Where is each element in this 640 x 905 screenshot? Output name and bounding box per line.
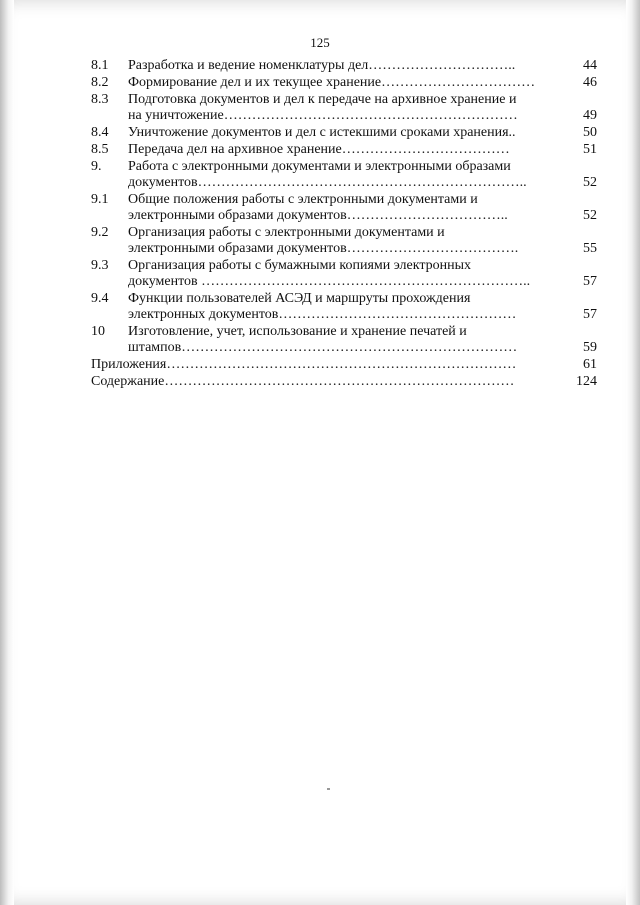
toc-entry-appendices — [91, 357, 597, 373]
toc-entry-9-1 — [91, 192, 597, 224]
toc-entry-9 — [91, 159, 597, 191]
toc-entry-title: Изготовление, учет, использование и хранение печатей и штампов……………………………………………………………… — [128, 324, 518, 355]
table-of-contents — [91, 58, 597, 391]
page-number: 125 — [310, 35, 330, 50]
toc-entry-page: 52 — [583, 175, 597, 190]
toc-entry-number: 9.2 — [91, 225, 109, 240]
toc-entry-number: 9. — [91, 159, 102, 174]
toc-entry-number: 8.2 — [91, 75, 109, 90]
toc-entry-page: 59 — [583, 340, 597, 355]
toc-entry-9-2 — [91, 225, 597, 257]
toc-entry-number: 8.3 — [91, 92, 109, 107]
toc-entry-page: 50 — [583, 125, 597, 140]
page-edge-shadow-right — [626, 0, 640, 905]
toc-entry-number: 8.5 — [91, 142, 109, 157]
toc-entry-8-1 — [91, 58, 597, 74]
toc-entry-page: 57 — [583, 307, 597, 322]
toc-entry-page: 49 — [583, 108, 597, 123]
toc-entry-number: 10 — [91, 324, 105, 339]
toc-entry-page: 44 — [583, 58, 597, 73]
toc-entry-number: 8.4 — [91, 125, 109, 140]
toc-entry-title: Передача дел на архивное хранение……………………………… — [128, 142, 510, 157]
toc-entry-title: Функции пользователей АСЭД и маршруты прохождения электронных документов…………………………………………… — [128, 291, 517, 322]
toc-entry-9-4 — [91, 291, 597, 323]
toc-entry-title: Организация работы с электронными документами и электронными образами документов………………………………. — [128, 225, 519, 256]
toc-entry-number: 8.1 — [91, 58, 109, 73]
toc-entry-title: Общие положения работы с электронными документами и электронными образами документов…………………………….. — [128, 192, 508, 223]
toc-entry-8-5 — [91, 142, 597, 158]
toc-entry-8-2 — [91, 75, 597, 91]
toc-entry-page: 51 — [583, 142, 597, 157]
toc-entry-page: 52 — [583, 208, 597, 223]
toc-entry-title: Организация работы с бумажными копиями электронных документов …………………………………………………………….. — [128, 258, 531, 289]
toc-entry-page: 124 — [576, 374, 597, 389]
toc-entry-title: Подготовка документов и дел к передаче на архивное хранение и на уничтожение……………………………………………………… — [128, 92, 518, 123]
toc-entry-8-4 — [91, 125, 597, 141]
toc-entry-page: 57 — [583, 274, 597, 289]
toc-entry-number: 9.4 — [91, 291, 109, 306]
toc-entry-title: Разработка и ведение номенклатуры дел………………………….. — [128, 58, 516, 73]
scan-speck — [327, 788, 330, 790]
toc-entry-page: 46 — [583, 75, 597, 90]
toc-entry-title: Уничтожение документов и дел с истекшими сроками хранения.. — [128, 125, 516, 140]
toc-entry-8-3 — [91, 92, 597, 124]
toc-entry-number: 9.1 — [91, 192, 109, 207]
toc-entry-contents — [91, 374, 597, 390]
toc-entry-10 — [91, 324, 597, 356]
toc-entry-page: 61 — [583, 357, 597, 372]
toc-entry-page: 55 — [583, 241, 597, 256]
toc-entry-number: 9.3 — [91, 258, 109, 273]
page-edge-shadow-left — [0, 0, 14, 905]
toc-entry-9-3 — [91, 258, 597, 290]
toc-entry-title: Приложения………………………………………………………………… — [91, 357, 517, 372]
toc-entry-title: Работа с электронными документами и электронными образами документов…………………………………………………………….. — [128, 159, 527, 190]
toc-entry-title: Содержание………………………………………………………………… — [91, 374, 515, 389]
toc-entry-title: Формирование дел и их текущее хранение…………………………… — [128, 75, 536, 90]
